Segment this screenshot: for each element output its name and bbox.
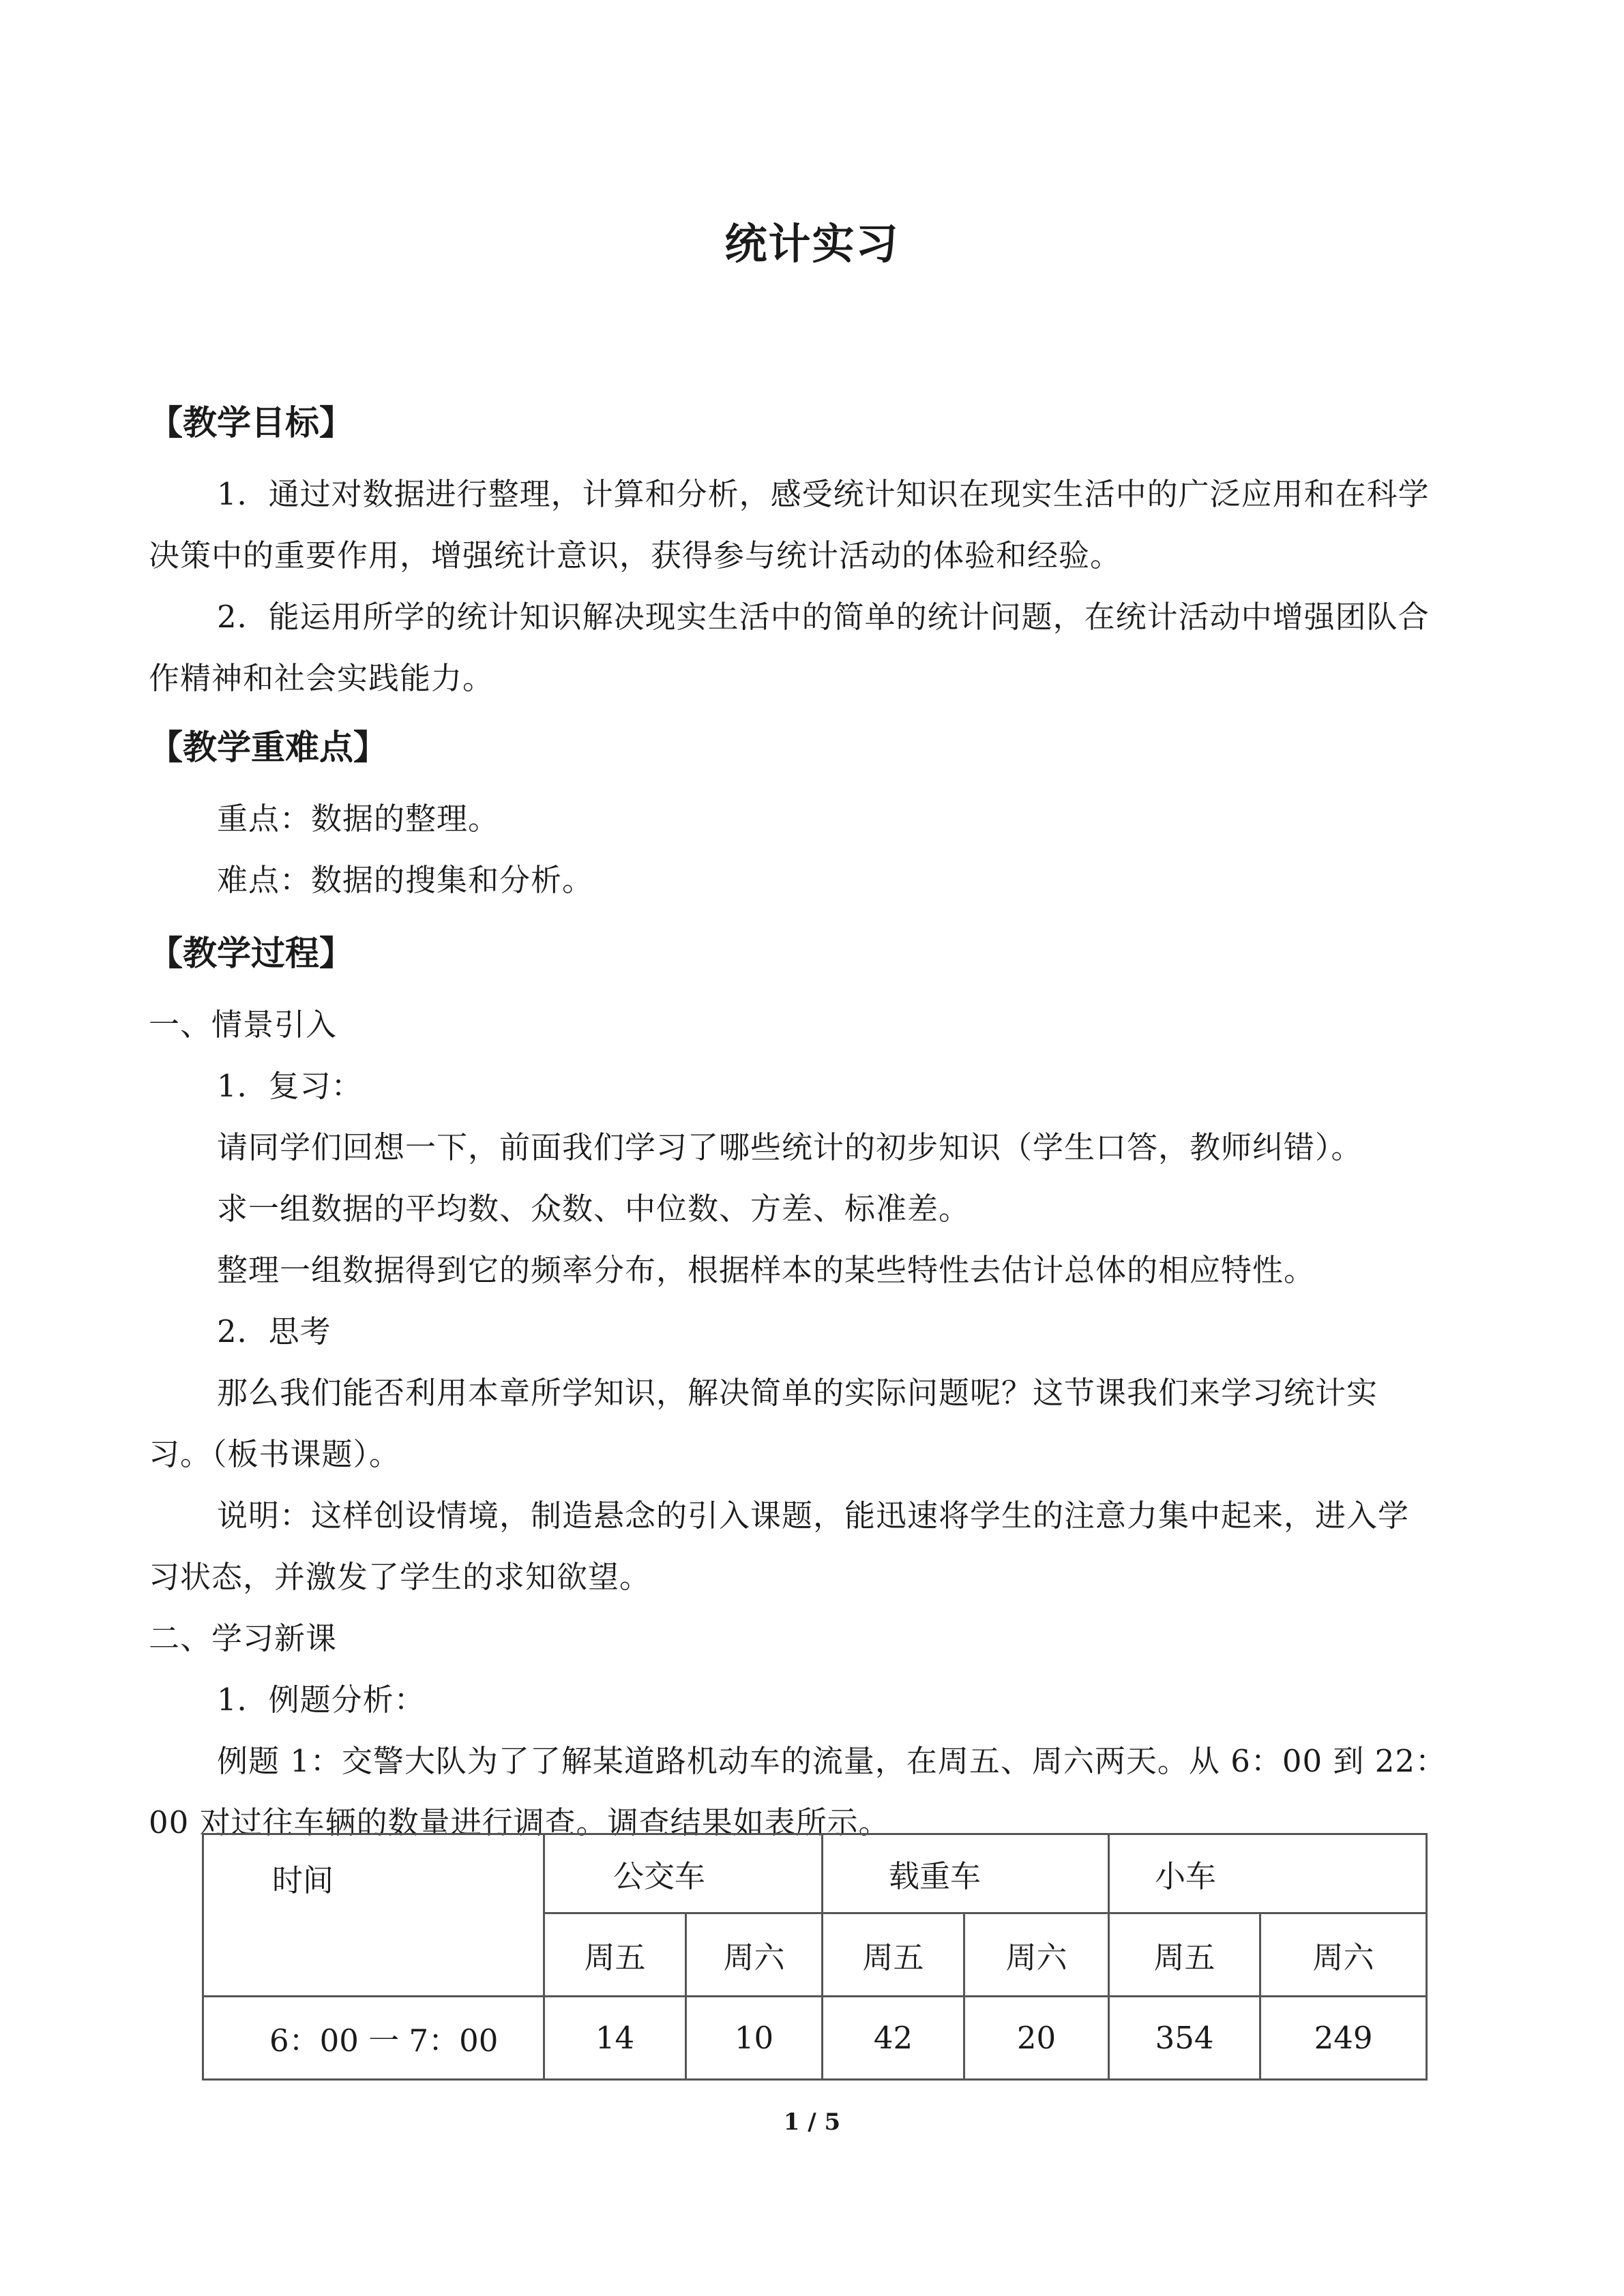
- table-header-day: 周五: [1109, 1913, 1260, 1997]
- objective-1-line-1: 1．通过对数据进行整理，计算和分析，感受统计知识在现实生活中的广泛应用和在科学: [217, 476, 1430, 512]
- table-cell-time: 6：00 一 7：00: [203, 1997, 544, 2080]
- review-line-3: 整理一组数据得到它的频率分布，根据样本的某些特性去估计总体的相应特性。: [217, 1252, 1316, 1288]
- example-line-1: 例题 1：交警大队为了了解某道路机动车的流量，在周五、周六两天。从 6：00 到 22：: [217, 1743, 1447, 1779]
- example-label: 1．例题分析：: [217, 1682, 426, 1718]
- think-label: 2．思考: [217, 1313, 331, 1350]
- table-header-time: 时间: [203, 1834, 544, 1997]
- process-section-1-heading: 一、情景引入: [149, 1007, 338, 1043]
- table-header-day: 周六: [964, 1913, 1109, 1997]
- table-header-car: 小车: [1109, 1834, 1427, 1913]
- think-line-2: 习。（板书课题）。: [149, 1436, 401, 1472]
- table-cell-value: 354: [1109, 1997, 1260, 2080]
- table-cell-value: 14: [544, 1997, 686, 2080]
- review-line-1: 请同学们回想一下，前面我们学习了哪些统计的初步知识（学生口答，教师纠错）。: [217, 1129, 1363, 1165]
- example-line-2: 00 对过往车辆的数量进行调查。调查结果如表所示。: [149, 1804, 890, 1840]
- section-heading-objectives: 【教学目标】: [149, 402, 353, 443]
- page-title: 统计实习: [724, 219, 900, 269]
- objective-1-line-2: 决策中的重要作用，增强统计意识，获得参与统计活动的体验和经验。: [149, 537, 1122, 573]
- key-point-important: 重点：数据的整理。: [217, 801, 500, 837]
- table-header-day: 周五: [544, 1913, 686, 1997]
- table-header-day: 周六: [686, 1913, 823, 1997]
- think-line-1: 那么我们能否利用本章所学知识，解决简单的实际问题呢？这节课我们来学习统计实: [217, 1375, 1378, 1411]
- note-line-2: 习状态，并激发了学生的求知欲望。: [149, 1559, 651, 1595]
- review-label: 1．复习：: [217, 1068, 363, 1104]
- section-heading-key-points: 【教学重难点】: [149, 727, 387, 767]
- review-line-2: 求一组数据的平均数、众数、中位数、方差、标准差。: [217, 1191, 971, 1227]
- note-line-1: 说明：这样创设情境，制造悬念的引入课题，能迅速将学生的注意力集中起来，进入学: [217, 1497, 1410, 1534]
- table-cell-value: 249: [1260, 1997, 1427, 2080]
- table-cell-value: 20: [964, 1997, 1109, 2080]
- process-section-2-heading: 二、学习新课: [149, 1620, 338, 1656]
- table-header-day: 周六: [1260, 1913, 1427, 1997]
- table-header-truck: 载重车: [823, 1834, 1109, 1913]
- table-header-day: 周五: [823, 1913, 964, 1997]
- table-cell-value: 42: [823, 1997, 964, 2080]
- table-row: [203, 1997, 1427, 2080]
- objective-2-line-2: 作精神和社会实践能力。: [149, 660, 494, 696]
- section-heading-process: 【教学过程】: [149, 933, 353, 973]
- key-point-difficult: 难点：数据的搜集和分析。: [217, 862, 594, 898]
- traffic-table: [202, 1833, 1428, 2081]
- page-number: 1 / 5: [783, 2108, 841, 2136]
- table-cell-value: 10: [686, 1997, 823, 2080]
- table-header-bus: 公交车: [544, 1834, 823, 1913]
- objective-2-line-1: 2．能运用所学的统计知识解决现实生活中的简单的统计问题，在统计活动中增强团队合: [217, 599, 1430, 635]
